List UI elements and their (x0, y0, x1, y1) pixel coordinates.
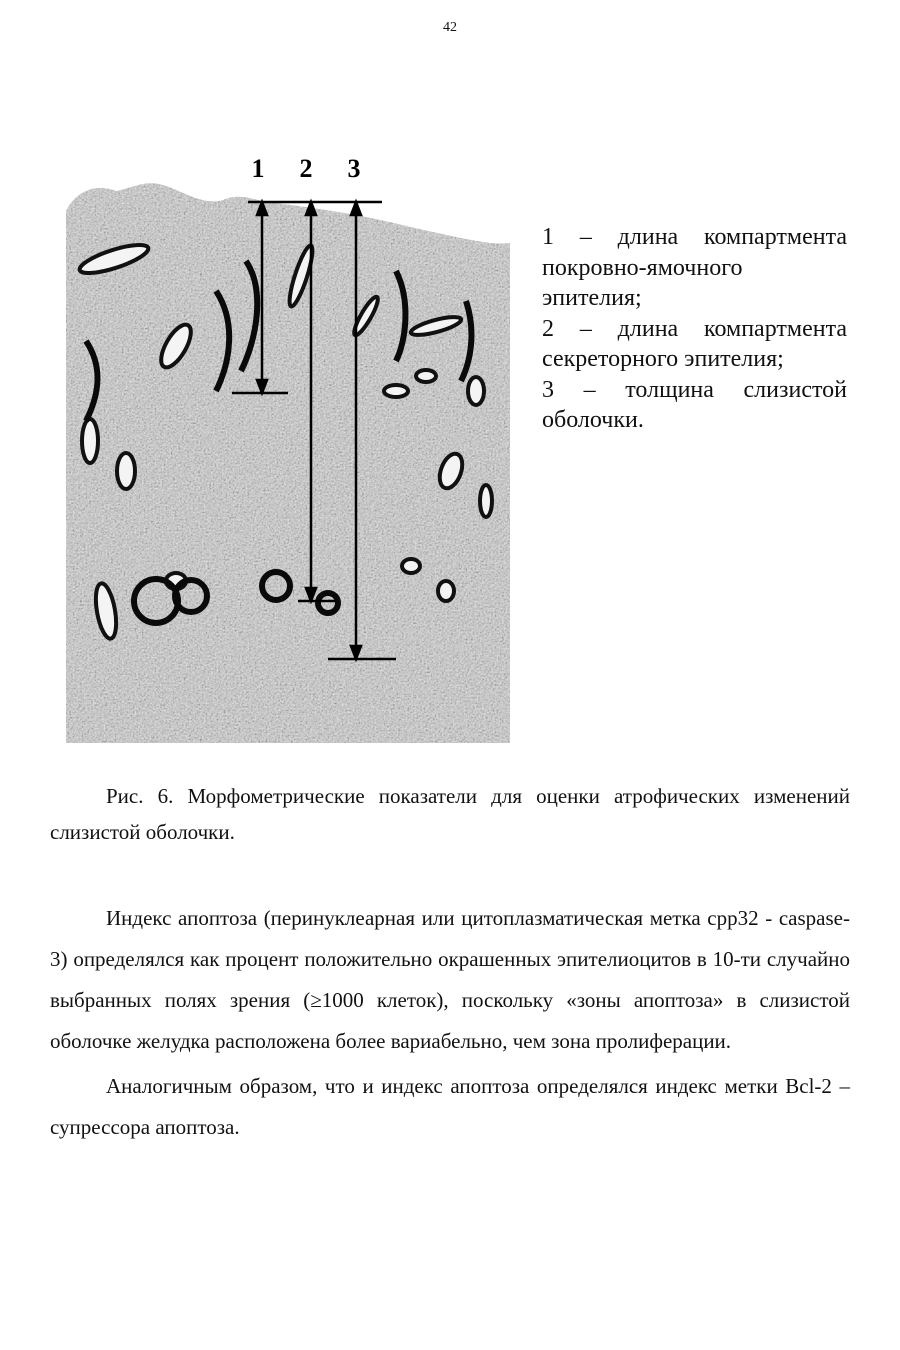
marker-label-2: 2 (299, 154, 313, 183)
figure-caption (50, 778, 850, 850)
body-text (50, 898, 850, 1152)
paragraph-apoptosis-index: Индекс апоптоза (перинуклеарная или цитоплазматическая метка cpp32 - caspase-3) определялся как процент положительно окрашенных эпителиоцитов в 10-ти случайно выбранных полях зрения (≥1000 клеток), поскольку «зоны апоптоза» в слизистой оболочке желудка расположена более вариабельно, чем зона пролиферации. (50, 906, 850, 1053)
legend-item-3: 3 – толщина слизистой оболочки. (542, 376, 847, 433)
marker-label-1: 1 (251, 154, 265, 183)
paragraph-bcl2-index: Аналогичным образом, что и индекс апоптоза определялся индекс метки Bcl-2 – супрессора апоптоза. (50, 1074, 850, 1139)
page-number: 42 (443, 20, 457, 35)
micrograph-figure (66, 141, 510, 743)
caption-text: Рис. 6. Морфометрические показатели для оценки атрофических изменений слизистой оболочки. (50, 784, 850, 844)
legend-item-1: 1 – длина компартмента покровно-ямочного эпителия; (542, 224, 847, 311)
figure-legend (542, 222, 847, 436)
legend-item-2: 2 – длина компартмента секреторного эпителия; (542, 315, 847, 372)
marker-label-3: 3 (347, 154, 361, 183)
